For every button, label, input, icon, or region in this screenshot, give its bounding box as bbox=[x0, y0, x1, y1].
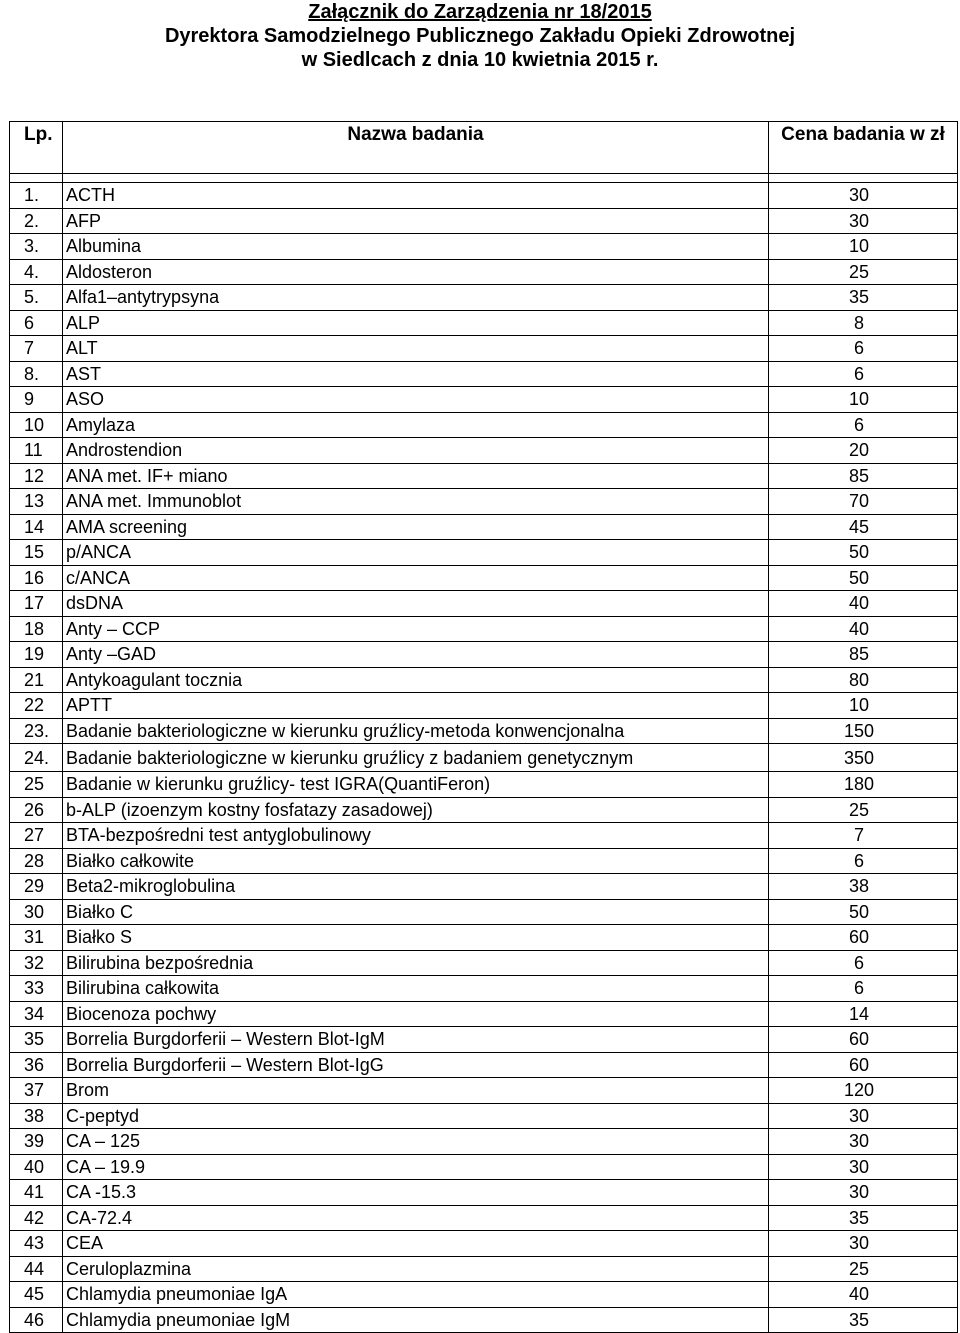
row-price: 35 bbox=[769, 285, 958, 311]
table-row bbox=[10, 693, 958, 719]
row-name: C-peptyd bbox=[63, 1103, 769, 1129]
row-lp: 18 bbox=[10, 616, 63, 642]
row-lp: 32 bbox=[10, 950, 63, 976]
table-header-row bbox=[10, 122, 958, 174]
price-table bbox=[9, 121, 958, 1333]
table-row bbox=[10, 848, 958, 874]
row-name: ANA met. IF+ miano bbox=[63, 463, 769, 489]
row-lp: 14 bbox=[10, 514, 63, 540]
row-lp: 11 bbox=[10, 438, 63, 464]
row-name: CEA bbox=[63, 1231, 769, 1257]
row-price: 6 bbox=[769, 336, 958, 362]
row-price: 8 bbox=[769, 310, 958, 336]
row-lp: 8. bbox=[10, 361, 63, 387]
row-name: Chlamydia pneumoniae IgA bbox=[63, 1282, 769, 1308]
row-name: AST bbox=[63, 361, 769, 387]
table-row bbox=[10, 925, 958, 951]
row-price: 40 bbox=[769, 616, 958, 642]
row-name: APTT bbox=[63, 693, 769, 719]
row-lp: 42 bbox=[10, 1205, 63, 1231]
row-price: 85 bbox=[769, 642, 958, 668]
row-lp: 21 bbox=[10, 667, 63, 693]
table-row bbox=[10, 744, 958, 772]
row-name: dsDNA bbox=[63, 591, 769, 617]
row-price: 30 bbox=[769, 1129, 958, 1155]
row-price: 50 bbox=[769, 540, 958, 566]
table-row bbox=[10, 183, 958, 209]
row-price: 30 bbox=[769, 1154, 958, 1180]
row-price: 50 bbox=[769, 899, 958, 925]
row-price: 20 bbox=[769, 438, 958, 464]
row-lp: 12 bbox=[10, 463, 63, 489]
row-price: 40 bbox=[769, 1282, 958, 1308]
row-lp: 27 bbox=[10, 823, 63, 849]
row-name: Anty – CCP bbox=[63, 616, 769, 642]
row-price: 85 bbox=[769, 463, 958, 489]
row-name: Badanie bakteriologiczne w kierunku gruźlicy z badaniem genetycznym bbox=[63, 744, 769, 772]
table-row bbox=[10, 285, 958, 311]
row-price: 10 bbox=[769, 693, 958, 719]
row-name: CA – 125 bbox=[63, 1129, 769, 1155]
row-price: 14 bbox=[769, 1001, 958, 1027]
row-lp: 44 bbox=[10, 1256, 63, 1282]
row-lp: 35 bbox=[10, 1027, 63, 1053]
row-name: Anty –GAD bbox=[63, 642, 769, 668]
row-price: 120 bbox=[769, 1078, 958, 1104]
row-lp: 19 bbox=[10, 642, 63, 668]
row-name: ALT bbox=[63, 336, 769, 362]
table-row bbox=[10, 387, 958, 413]
table-row bbox=[10, 514, 958, 540]
table-row bbox=[10, 1078, 958, 1104]
row-name: Chlamydia pneumoniae IgM bbox=[63, 1307, 769, 1333]
row-price: 10 bbox=[769, 234, 958, 260]
row-lp: 46 bbox=[10, 1307, 63, 1333]
row-name: ALP bbox=[63, 310, 769, 336]
row-lp: 5. bbox=[10, 285, 63, 311]
row-name: CA -15.3 bbox=[63, 1180, 769, 1206]
column-header-name: Nazwa badania bbox=[63, 122, 769, 174]
row-price: 30 bbox=[769, 208, 958, 234]
table-row bbox=[10, 874, 958, 900]
row-lp: 36 bbox=[10, 1052, 63, 1078]
row-name: Bilirubina całkowita bbox=[63, 976, 769, 1002]
row-name: Beta2-mikroglobulina bbox=[63, 874, 769, 900]
column-header-lp: Lp. bbox=[10, 122, 63, 174]
row-lp: 45 bbox=[10, 1282, 63, 1308]
row-lp: 31 bbox=[10, 925, 63, 951]
table-row bbox=[10, 361, 958, 387]
row-name: BTA-bezpośredni test antyglobulinowy bbox=[63, 823, 769, 849]
table-row bbox=[10, 1154, 958, 1180]
row-name: ANA met. Immunoblot bbox=[63, 489, 769, 515]
table-row bbox=[10, 1231, 958, 1257]
row-name: AFP bbox=[63, 208, 769, 234]
table-row bbox=[10, 591, 958, 617]
row-price: 25 bbox=[769, 1256, 958, 1282]
row-price: 60 bbox=[769, 925, 958, 951]
row-price: 60 bbox=[769, 1027, 958, 1053]
row-lp: 23. bbox=[10, 718, 63, 744]
table-row bbox=[10, 950, 958, 976]
table-row bbox=[10, 772, 958, 798]
column-header-price: Cena badania w zł bbox=[769, 122, 958, 174]
table-row bbox=[10, 336, 958, 362]
row-name: Badanie bakteriologiczne w kierunku gruźlicy-metoda konwencjonalna bbox=[63, 718, 769, 744]
row-price: 25 bbox=[769, 797, 958, 823]
table-row bbox=[10, 1052, 958, 1078]
row-name: Borrelia Burgdorferii – Western Blot-IgG bbox=[63, 1052, 769, 1078]
table-row bbox=[10, 718, 958, 744]
table-row bbox=[10, 616, 958, 642]
row-price: 30 bbox=[769, 1180, 958, 1206]
row-name: Białko S bbox=[63, 925, 769, 951]
row-name: c/ANCA bbox=[63, 565, 769, 591]
row-lp: 40 bbox=[10, 1154, 63, 1180]
row-price: 7 bbox=[769, 823, 958, 849]
row-name: b-ALP (izoenzym kostny fosfatazy zasadowej) bbox=[63, 797, 769, 823]
row-price: 6 bbox=[769, 848, 958, 874]
row-name: ACTH bbox=[63, 183, 769, 209]
row-price: 50 bbox=[769, 565, 958, 591]
row-price: 10 bbox=[769, 387, 958, 413]
row-lp: 30 bbox=[10, 899, 63, 925]
row-lp: 37 bbox=[10, 1078, 63, 1104]
row-price: 180 bbox=[769, 772, 958, 798]
row-price: 60 bbox=[769, 1052, 958, 1078]
row-lp: 7 bbox=[10, 336, 63, 362]
row-name: Amylaza bbox=[63, 412, 769, 438]
row-lp: 16 bbox=[10, 565, 63, 591]
table-row bbox=[10, 1180, 958, 1206]
row-name: Badanie w kierunku gruźlicy- test IGRA(QuantiFeron) bbox=[63, 772, 769, 798]
row-name: Białko C bbox=[63, 899, 769, 925]
table-row bbox=[10, 412, 958, 438]
table-row bbox=[10, 1205, 958, 1231]
row-lp: 17 bbox=[10, 591, 63, 617]
row-name: CA-72.4 bbox=[63, 1205, 769, 1231]
table-row bbox=[10, 208, 958, 234]
row-lp: 29 bbox=[10, 874, 63, 900]
row-lp: 39 bbox=[10, 1129, 63, 1155]
table-row bbox=[10, 797, 958, 823]
row-lp: 25 bbox=[10, 772, 63, 798]
table-row bbox=[10, 976, 958, 1002]
header-date: w Siedlcach z dnia 10 kwietnia 2015 r. bbox=[301, 49, 659, 71]
table-spacer-row bbox=[10, 174, 958, 183]
row-price: 30 bbox=[769, 1231, 958, 1257]
row-price: 40 bbox=[769, 591, 958, 617]
row-price: 45 bbox=[769, 514, 958, 540]
row-name: p/ANCA bbox=[63, 540, 769, 566]
table-row bbox=[10, 1129, 958, 1155]
row-price: 350 bbox=[769, 744, 958, 772]
row-lp: 22 bbox=[10, 693, 63, 719]
row-lp: 38 bbox=[10, 1103, 63, 1129]
row-lp: 3. bbox=[10, 234, 63, 260]
table-row bbox=[10, 234, 958, 260]
row-name: Androstendion bbox=[63, 438, 769, 464]
row-price: 150 bbox=[769, 718, 958, 744]
row-lp: 2. bbox=[10, 208, 63, 234]
table-row bbox=[10, 463, 958, 489]
row-price: 35 bbox=[769, 1307, 958, 1333]
table-row bbox=[10, 1001, 958, 1027]
row-name: Brom bbox=[63, 1078, 769, 1104]
row-name: Borrelia Burgdorferii – Western Blot-IgM bbox=[63, 1027, 769, 1053]
row-lp: 10 bbox=[10, 412, 63, 438]
table-row bbox=[10, 899, 958, 925]
table-row bbox=[10, 259, 958, 285]
row-lp: 9 bbox=[10, 387, 63, 413]
table-row bbox=[10, 1307, 958, 1333]
row-price: 6 bbox=[769, 950, 958, 976]
row-name: ASO bbox=[63, 387, 769, 413]
row-name: Aldosteron bbox=[63, 259, 769, 285]
row-lp: 4. bbox=[10, 259, 63, 285]
row-price: 80 bbox=[769, 667, 958, 693]
row-name: CA – 19.9 bbox=[63, 1154, 769, 1180]
row-lp: 1. bbox=[10, 183, 63, 209]
row-name: AMA screening bbox=[63, 514, 769, 540]
row-name: Biocenoza pochwy bbox=[63, 1001, 769, 1027]
row-lp: 13 bbox=[10, 489, 63, 515]
table-row bbox=[10, 667, 958, 693]
row-lp: 28 bbox=[10, 848, 63, 874]
row-price: 38 bbox=[769, 874, 958, 900]
table-row bbox=[10, 1282, 958, 1308]
row-lp: 15 bbox=[10, 540, 63, 566]
row-price: 6 bbox=[769, 412, 958, 438]
row-price: 6 bbox=[769, 361, 958, 387]
table-row bbox=[10, 1103, 958, 1129]
row-name: Bilirubina bezpośrednia bbox=[63, 950, 769, 976]
row-lp: 41 bbox=[10, 1180, 63, 1206]
row-price: 25 bbox=[769, 259, 958, 285]
table-row bbox=[10, 310, 958, 336]
table-row bbox=[10, 565, 958, 591]
table-row bbox=[10, 1256, 958, 1282]
table-row bbox=[10, 823, 958, 849]
row-lp: 24. bbox=[10, 744, 63, 772]
row-name: Albumina bbox=[63, 234, 769, 260]
row-price: 70 bbox=[769, 489, 958, 515]
row-lp: 26 bbox=[10, 797, 63, 823]
row-lp: 34 bbox=[10, 1001, 63, 1027]
document-header bbox=[0, 0, 960, 72]
row-price: 30 bbox=[769, 1103, 958, 1129]
table-row bbox=[10, 438, 958, 464]
row-lp: 43 bbox=[10, 1231, 63, 1257]
table-row bbox=[10, 489, 958, 515]
table-row bbox=[10, 1027, 958, 1053]
row-price: 35 bbox=[769, 1205, 958, 1231]
row-price: 6 bbox=[769, 976, 958, 1002]
row-lp: 6 bbox=[10, 310, 63, 336]
row-name: Ceruloplazmina bbox=[63, 1256, 769, 1282]
table-row bbox=[10, 642, 958, 668]
row-price: 30 bbox=[769, 183, 958, 209]
row-name: Alfa1–antytrypsyna bbox=[63, 285, 769, 311]
row-name: Białko całkowite bbox=[63, 848, 769, 874]
row-name: Antykoagulant tocznia bbox=[63, 667, 769, 693]
row-lp: 33 bbox=[10, 976, 63, 1002]
header-issuer: Dyrektora Samodzielnego Publicznego Zakładu Opieki Zdrowotnej bbox=[164, 25, 796, 47]
header-title: Załącznik do Zarządzenia nr 18/2015 bbox=[308, 1, 652, 23]
table-row bbox=[10, 540, 958, 566]
